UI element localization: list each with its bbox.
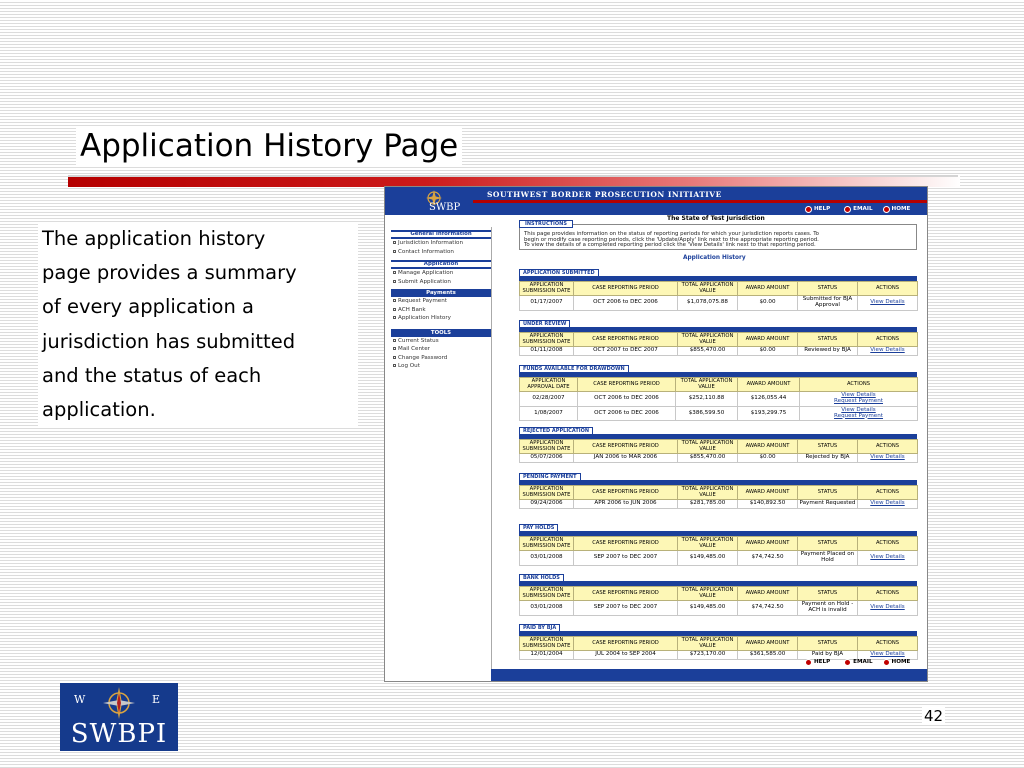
reporting-period: OCT 2006 to DEC 2006 xyxy=(578,392,676,407)
reporting-period: SEP 2007 to DEC 2007 xyxy=(574,551,678,566)
column-header: TOTAL APPLICATION VALUE xyxy=(678,333,738,347)
column-header: APPLICATION SUBMISSION DATE xyxy=(520,282,574,296)
status: Submitted for BJA Approval xyxy=(798,296,858,311)
view-details-link[interactable]: View Details xyxy=(858,296,918,311)
column-header: TOTAL APPLICATION VALUE xyxy=(678,637,738,651)
footer-email-link[interactable]: EMAIL xyxy=(853,659,873,665)
column-header: AWARD AMOUNT xyxy=(738,637,798,651)
request-payment-link[interactable]: Request Payment xyxy=(834,412,883,419)
site-header xyxy=(385,187,928,215)
site-header-title: SOUTHWEST BORDER PROSECUTION INITIATIVE xyxy=(487,190,722,199)
column-header: APPLICATION SUBMISSION DATE xyxy=(520,587,574,601)
section-label: BANK HOLDS xyxy=(519,574,564,581)
table-header-row xyxy=(520,486,918,500)
column-header: CASE REPORTING PERIOD xyxy=(574,587,678,601)
column-header: STATUS xyxy=(798,440,858,454)
body-line: jurisdiction has submitted xyxy=(42,329,296,353)
bullet-icon xyxy=(393,280,396,283)
section-label: REJECTED APPLICATION xyxy=(519,427,593,434)
column-header: CASE REPORTING PERIOD xyxy=(574,637,678,651)
column-header: AWARD AMOUNT xyxy=(738,587,798,601)
sidebar-header: General Information xyxy=(391,230,491,239)
award-amount: $0.00 xyxy=(738,347,798,356)
table-header-row xyxy=(520,587,918,601)
submission-date: 05/07/2006 xyxy=(520,454,574,463)
footer-help-link[interactable]: HELP xyxy=(814,659,831,665)
status: Payment Placed on Hold xyxy=(798,551,858,566)
swbpi-logo xyxy=(60,683,178,751)
column-header: STATUS xyxy=(798,537,858,551)
instructions-line: This page provides information on the status of reporting periods for which your jurisdiction reports cases. To xyxy=(524,231,819,237)
sidebar-header: Payments xyxy=(391,289,491,297)
column-header: TOTAL APPLICATION VALUE xyxy=(678,587,738,601)
nav-home-link[interactable]: HOME xyxy=(891,206,911,212)
column-header: APPLICATION SUBMISSION DATE xyxy=(520,333,574,347)
application-table xyxy=(519,439,918,463)
column-header: APPLICATION SUBMISSION DATE xyxy=(520,486,574,500)
column-header: TOTAL APPLICATION VALUE xyxy=(678,282,738,296)
logo-compass-e: E xyxy=(152,693,161,706)
bullet-icon xyxy=(393,308,396,311)
sidebar-item-manage-application[interactable]: Manage Application xyxy=(391,269,491,278)
column-header: AWARD AMOUNT xyxy=(738,440,798,454)
email-icon xyxy=(844,659,851,666)
logo-compass-w: W xyxy=(74,693,86,706)
column-header: CASE REPORTING PERIOD xyxy=(574,537,678,551)
instructions-label: INSTRUCTIONS xyxy=(519,220,573,228)
sidebar-item-contact-information[interactable]: Contact Information xyxy=(391,248,491,257)
column-header: STATUS xyxy=(798,637,858,651)
view-details-link[interactable]: View Details xyxy=(858,651,918,660)
footer-bar xyxy=(491,669,928,682)
instructions-box xyxy=(519,221,917,250)
column-header: STATUS xyxy=(798,282,858,296)
home-icon xyxy=(883,206,890,213)
section-label: UNDER REVIEW xyxy=(519,320,570,327)
sidebar xyxy=(391,227,491,371)
column-header: CASE REPORTING PERIOD xyxy=(574,440,678,454)
section-under-review xyxy=(519,320,917,356)
application-value: $281,785.00 xyxy=(678,500,738,509)
reporting-period: SEP 2007 to DEC 2007 xyxy=(574,601,678,616)
view-details-link[interactable]: View Details xyxy=(858,454,918,463)
column-header: AWARD AMOUNT xyxy=(738,333,798,347)
slide-title: Application History Page xyxy=(76,126,462,166)
actions-cell xyxy=(800,406,918,421)
reporting-period: OCT 2007 to DEC 2007 xyxy=(574,347,678,356)
status: Payment on Hold - ACH is invalid xyxy=(798,601,858,616)
table-header-row xyxy=(520,378,918,392)
reporting-period: JAN 2006 to MAR 2006 xyxy=(574,454,678,463)
table-row xyxy=(520,500,918,509)
submission-date: 01/11/2008 xyxy=(520,347,574,356)
column-header: ACTIONS xyxy=(858,587,918,601)
site-footer xyxy=(385,659,928,682)
body-line: The application history xyxy=(42,227,266,250)
application-value: $1,078,075.88 xyxy=(678,296,738,311)
application-value: $149,485.00 xyxy=(678,601,738,616)
table-header-row xyxy=(520,637,918,651)
view-details-link[interactable]: View Details xyxy=(858,601,918,616)
column-header: STATUS xyxy=(798,587,858,601)
approval-date: 02/28/2007 xyxy=(520,392,578,407)
column-header: APPLICATION SUBMISSION DATE xyxy=(520,440,574,454)
bullet-icon xyxy=(393,356,396,359)
status: Reviewed by BJA xyxy=(798,347,858,356)
logo-text: SWBPI xyxy=(70,719,168,749)
application-table xyxy=(519,536,918,566)
footer-home-link[interactable]: HOME xyxy=(891,659,911,665)
application-table xyxy=(519,586,918,616)
bullet-icon xyxy=(393,339,396,342)
instructions-line: begin or modify case reporting periods, click the 'Update/Apply' link next to the appropriate reporting period. xyxy=(524,236,819,243)
column-header: AWARD AMOUNT xyxy=(738,378,800,392)
body-line: and the status of each xyxy=(42,363,262,387)
award-amount: $140,892.50 xyxy=(738,500,798,509)
reporting-period: OCT 2006 to DEC 2006 xyxy=(574,296,678,311)
body-line: application. xyxy=(42,398,156,422)
website-screenshot xyxy=(384,186,928,682)
submission-date: 09/24/2006 xyxy=(520,500,574,509)
application-value: $252,110.88 xyxy=(676,392,738,407)
bullet-icon xyxy=(393,250,396,253)
section-label: PAID BY BJA xyxy=(519,624,560,631)
award-amount: $193,299.75 xyxy=(738,406,800,421)
approval-date: 1/08/2007 xyxy=(520,406,578,421)
column-header: APPLICATION APPROVAL DATE xyxy=(520,378,578,392)
actions-cell xyxy=(800,392,918,407)
sidebar-item-request-payment[interactable]: Request Payment xyxy=(391,297,491,306)
view-details-link[interactable]: View Details xyxy=(858,500,918,509)
section-rejected-application xyxy=(519,427,917,463)
table-row xyxy=(520,296,918,311)
help-icon xyxy=(805,659,812,666)
table-header-row xyxy=(520,537,918,551)
column-header: CASE REPORTING PERIOD xyxy=(574,282,678,296)
header-red-line xyxy=(473,200,928,203)
submission-date: 01/17/2007 xyxy=(520,296,574,311)
award-amount: $74,742.50 xyxy=(738,601,798,616)
view-details-link[interactable]: View Details xyxy=(841,392,876,399)
view-details-link[interactable]: View Details xyxy=(841,406,876,413)
column-header: ACTIONS xyxy=(858,537,918,551)
application-value: $855,470.00 xyxy=(678,347,738,356)
application-table xyxy=(519,281,918,311)
table-row xyxy=(520,347,918,356)
section-label: PAY HOLDS xyxy=(519,524,558,531)
sidebar-item-mail-center[interactable]: Mail Center xyxy=(391,345,491,354)
slide-body-text xyxy=(38,222,358,427)
status: Payment Requested xyxy=(798,500,858,509)
sidebar-item-jurisdiction-information[interactable]: Jurisdiction Information xyxy=(391,239,491,248)
body-line: page provides a summary xyxy=(42,261,297,285)
column-header: CASE REPORTING PERIOD xyxy=(574,333,678,347)
body-line: of every application a xyxy=(42,295,254,319)
bullet-icon xyxy=(393,241,396,244)
bullet-icon xyxy=(393,364,396,367)
column-header: ACTIONS xyxy=(858,282,918,296)
application-value: $149,485.00 xyxy=(678,551,738,566)
section-label: APPLICATION SUBMITTED xyxy=(519,269,599,276)
site-logo-text: SWBP xyxy=(429,202,461,213)
table-row xyxy=(520,551,918,566)
sidebar-header: TOOLS xyxy=(391,329,491,337)
sidebar-header: Application xyxy=(391,260,491,269)
help-icon xyxy=(805,206,812,213)
submission-date: 03/01/2008 xyxy=(520,601,574,616)
table-header-row xyxy=(520,440,918,454)
column-header: STATUS xyxy=(798,333,858,347)
award-amount: $361,585.00 xyxy=(738,651,798,660)
column-header: STATUS xyxy=(798,486,858,500)
column-header: ACTIONS xyxy=(858,333,918,347)
column-header: TOTAL APPLICATION VALUE xyxy=(676,378,738,392)
application-history-heading: Application History xyxy=(683,255,746,261)
bullet-icon xyxy=(393,347,396,350)
submission-date: 12/01/2004 xyxy=(520,651,574,660)
request-payment-link[interactable]: Request Payment xyxy=(834,397,883,404)
view-details-link[interactable]: View Details xyxy=(858,551,918,566)
section-label: PENDING PAYMENT xyxy=(519,473,581,480)
sidebar-item-current-status[interactable]: Current Status xyxy=(391,337,491,346)
section-funds-available xyxy=(519,365,917,421)
column-header: ACTIONS xyxy=(858,486,918,500)
home-icon xyxy=(883,659,890,666)
application-value: $855,470.00 xyxy=(678,454,738,463)
status: Rejected by BJA xyxy=(798,454,858,463)
application-table xyxy=(519,332,918,356)
table-header-row xyxy=(520,282,918,296)
column-header: APPLICATION SUBMISSION DATE xyxy=(520,637,574,651)
application-value: $723,170.00 xyxy=(678,651,738,660)
instructions-line: To view the details of a completed reporting period click the 'View Details' link next to that reporting period. xyxy=(524,242,816,249)
sidebar-item-log-out[interactable]: Log Out xyxy=(391,362,491,371)
sidebar-item-submit-application[interactable]: Submit Application xyxy=(391,278,491,287)
award-amount: $74,742.50 xyxy=(738,551,798,566)
drawdown-table xyxy=(519,377,918,421)
page-number: 42 xyxy=(924,707,944,725)
section-pending-payment xyxy=(519,473,917,509)
application-value: $386,599.50 xyxy=(676,406,738,421)
footer-nav xyxy=(805,657,910,667)
section-bank-holds xyxy=(519,574,917,616)
column-header: AWARD AMOUNT xyxy=(738,537,798,551)
section-label: FUNDS AVAILABLE FOR DRAWDOWN xyxy=(519,365,629,372)
view-details-link[interactable]: View Details xyxy=(858,347,918,356)
table-row xyxy=(520,454,918,463)
award-amount: $0.00 xyxy=(738,296,798,311)
reporting-period: JUL 2004 to SEP 2004 xyxy=(574,651,678,660)
table-row xyxy=(520,392,918,407)
award-amount: $126,055.44 xyxy=(738,392,800,407)
jurisdiction-name: The State of Test Jurisdiction xyxy=(667,215,765,222)
column-header: AWARD AMOUNT xyxy=(738,486,798,500)
column-header: ACTIONS xyxy=(800,378,918,392)
table-row xyxy=(520,601,918,616)
column-header: CASE REPORTING PERIOD xyxy=(578,378,676,392)
reporting-period: OCT 2006 to DEC 2006 xyxy=(578,406,676,421)
section-application-submitted xyxy=(519,269,917,311)
bullet-icon xyxy=(393,271,396,274)
table-row xyxy=(520,406,918,421)
sidebar-divider xyxy=(491,227,492,682)
nav-email-link[interactable]: EMAIL xyxy=(853,206,873,212)
column-header: TOTAL APPLICATION VALUE xyxy=(678,537,738,551)
table-header-row xyxy=(520,333,918,347)
column-header: TOTAL APPLICATION VALUE xyxy=(678,440,738,454)
status: Paid by BJA xyxy=(798,651,858,660)
column-header: TOTAL APPLICATION VALUE xyxy=(678,486,738,500)
award-amount: $0.00 xyxy=(738,454,798,463)
column-header: ACTIONS xyxy=(858,440,918,454)
nav-help-link[interactable]: HELP xyxy=(814,206,831,212)
site-logo[interactable] xyxy=(405,189,463,213)
reporting-period: APR 2006 to JUN 2006 xyxy=(574,500,678,509)
sidebar-item-change-password[interactable]: Change Password xyxy=(391,354,491,363)
section-paid-by-bja xyxy=(519,624,917,660)
column-header: AWARD AMOUNT xyxy=(738,282,798,296)
column-header: CASE REPORTING PERIOD xyxy=(574,486,678,500)
email-icon xyxy=(844,206,851,213)
section-pay-holds xyxy=(519,524,917,566)
column-header: ACTIONS xyxy=(858,637,918,651)
application-table xyxy=(519,485,918,509)
bullet-icon xyxy=(393,316,396,319)
bullet-icon xyxy=(393,299,396,302)
sidebar-item-application-history[interactable]: Application History xyxy=(391,314,491,323)
submission-date: 03/01/2008 xyxy=(520,551,574,566)
sidebar-item-ach-bank[interactable]: ACH Bank xyxy=(391,306,491,315)
top-nav xyxy=(805,204,910,214)
column-header: APPLICATION SUBMISSION DATE xyxy=(520,537,574,551)
